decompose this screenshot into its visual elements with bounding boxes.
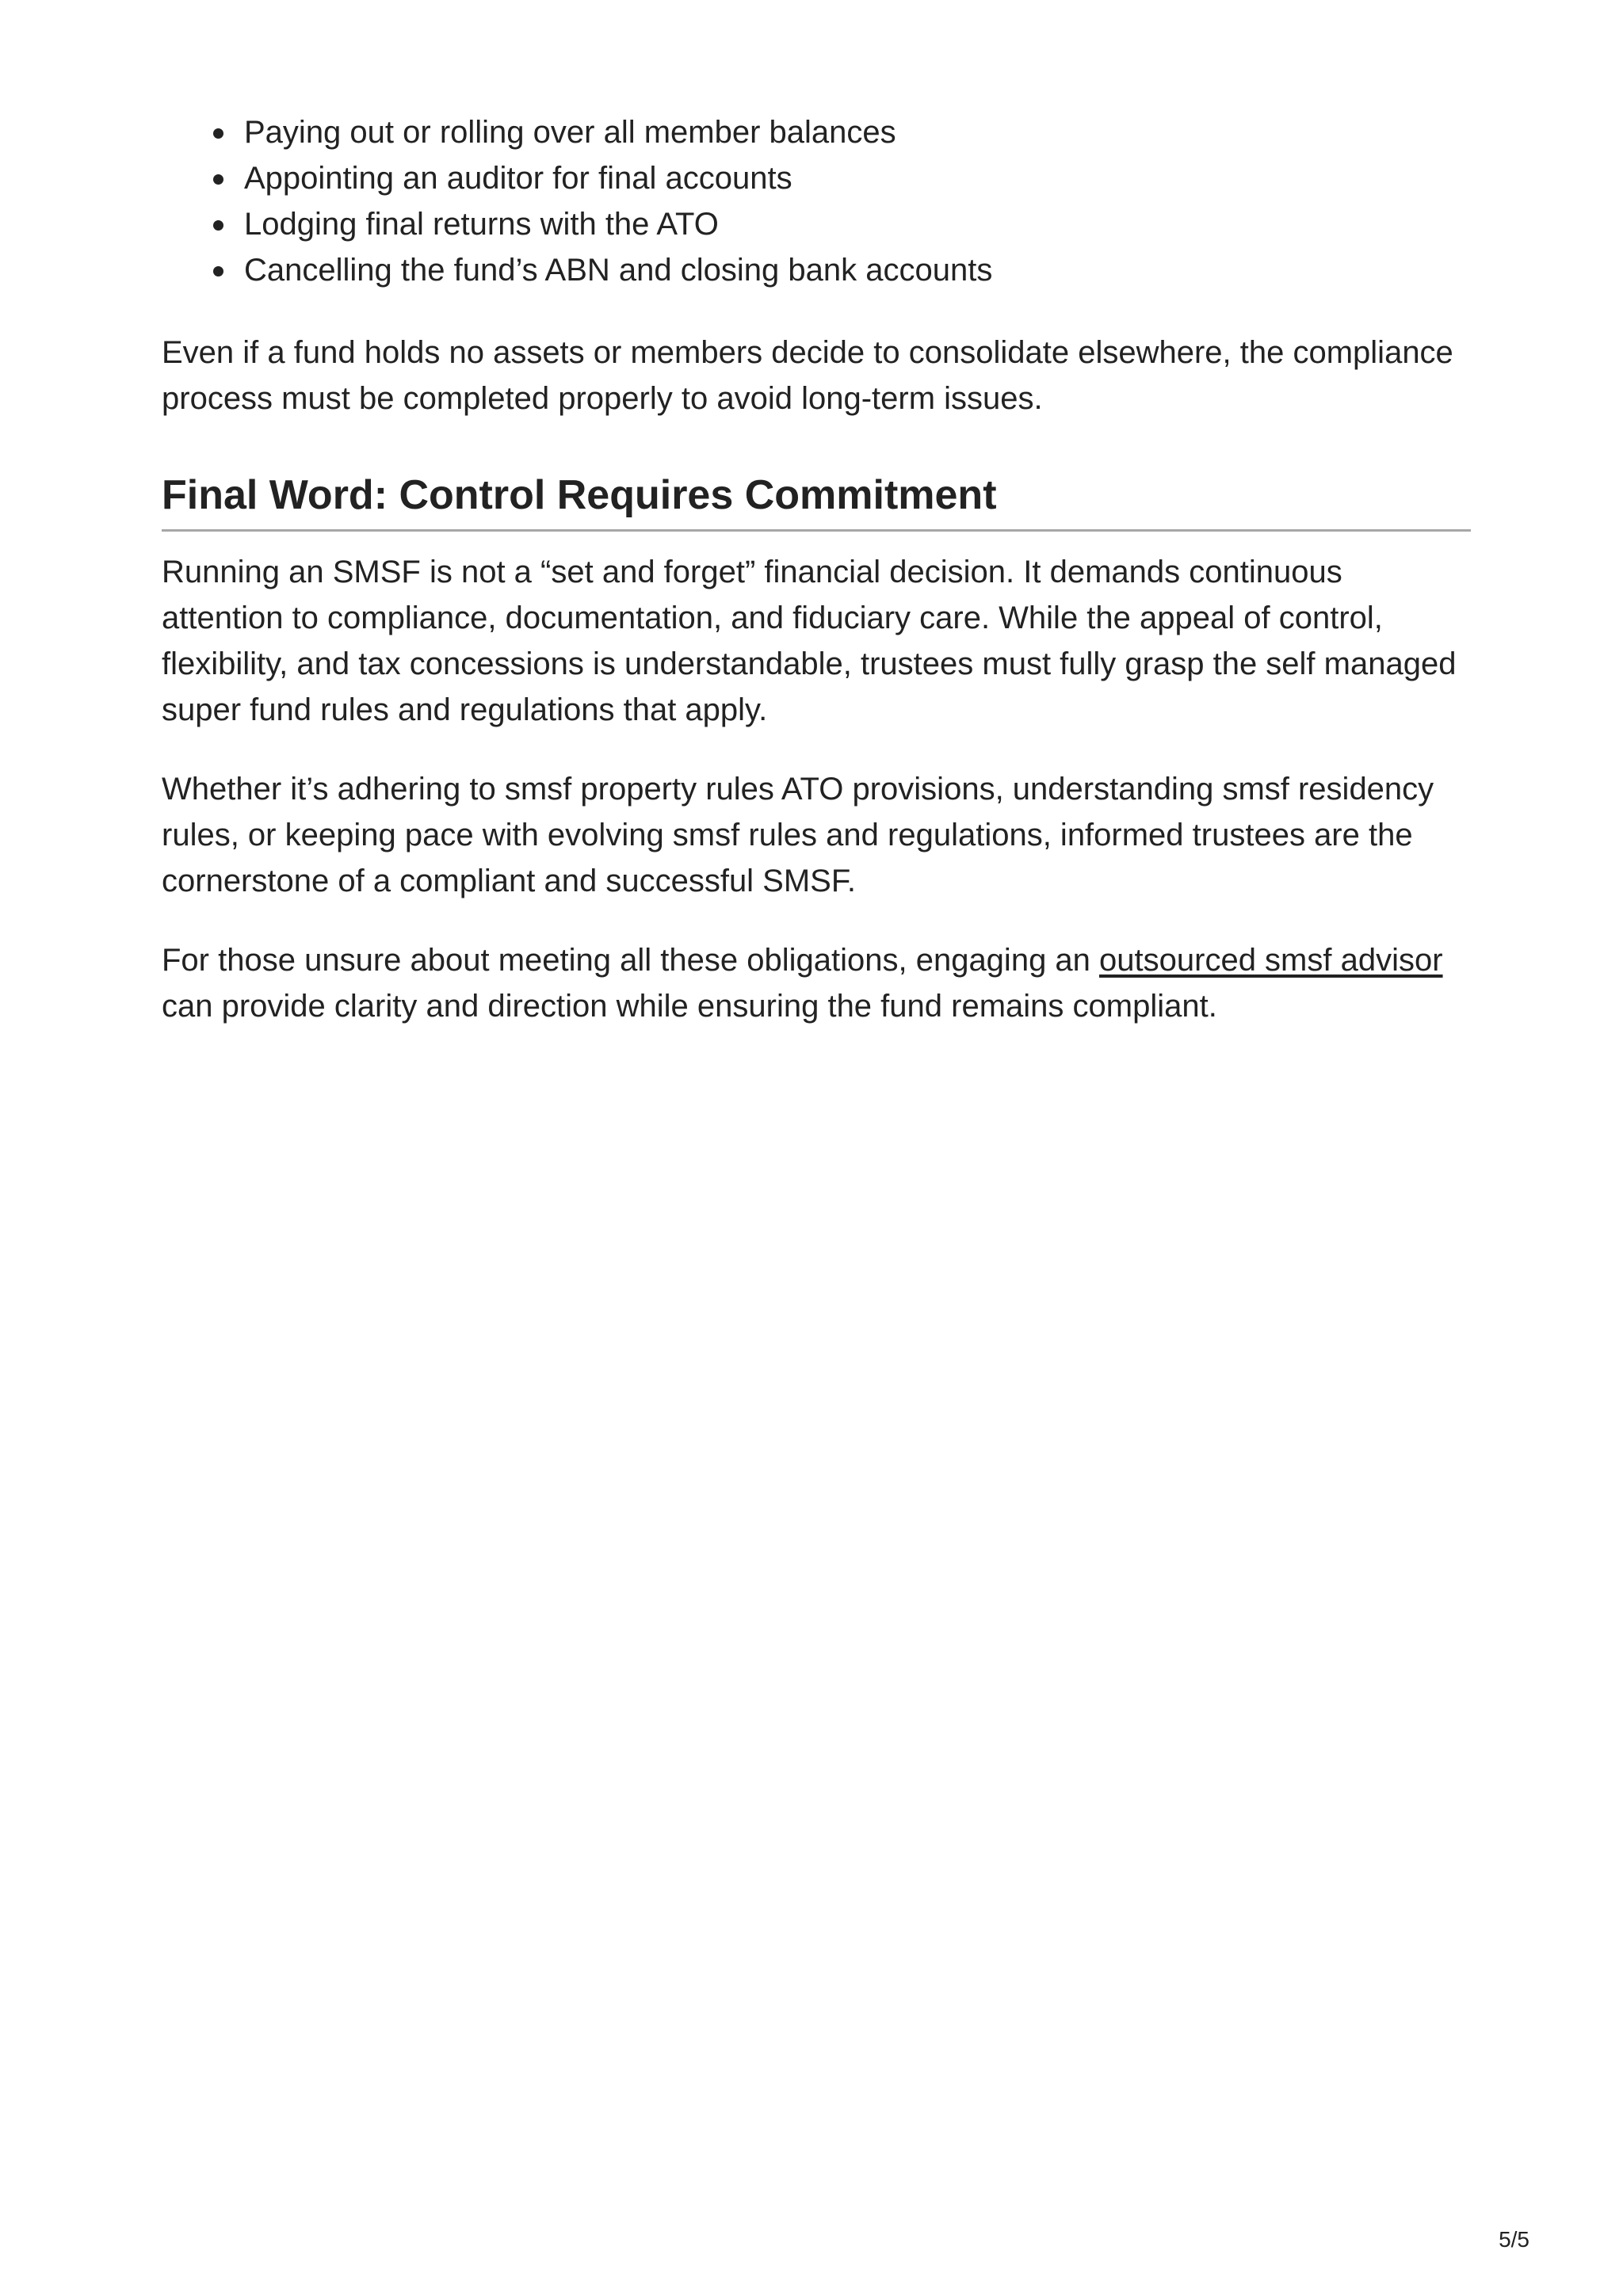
list-item [162,201,1471,247]
list-item-text: Appointing an auditor for final accounts [244,161,792,196]
paragraph-final-word: Running an SMSF is not a “set and forget” financial decision. It demands continuous attention to compliance, documentation, and fiduciary care. While the appeal of control, flexibility, and tax concessions is understandable, trustees must fully grasp the self managed super fund rules and regulations that apply. [162,555,1457,727]
section-heading: Final Word: Control Requires Commitment [162,469,1471,532]
list-item [162,247,1471,293]
closure-steps-list [162,109,1471,293]
advisor-text-before: For those unsure about meeting all these obligations, engaging an [162,943,1100,978]
list-item-text: Paying out or rolling over all member balances [244,115,896,150]
list-item-text: Lodging final returns with the ATO [244,207,719,242]
list-item-text: Cancelling the fund’s ABN and closing bank accounts [244,253,993,288]
bullet-icon [213,266,223,277]
paragraph-trustees: Whether it’s adhering to smsf property rules ATO provisions, understanding smsf residency rules, or keeping pace with evolving smsf rules and regulations, informed trustees are the cornerstone of a compliant and successful SMSF. [162,772,1434,898]
page-number: 5/5 [1499,2227,1529,2252]
list-item [162,155,1471,201]
advisor-text-after: can provide clarity and direction while ensuring the fund remains compliant. [162,989,1217,1024]
bullet-icon [213,128,223,139]
paragraph-compliance: Even if a fund holds no assets or members decide to consolidate elsewhere, the compliance process must be completed properly to avoid long-term issues. [162,335,1453,416]
bullet-icon [213,174,223,185]
bullet-icon [213,220,223,231]
paragraph-advisor [162,937,1471,1029]
outsourced-advisor-link[interactable]: outsourced smsf advisor [1099,943,1443,978]
list-item [162,109,1471,155]
document-body [162,109,1471,1062]
